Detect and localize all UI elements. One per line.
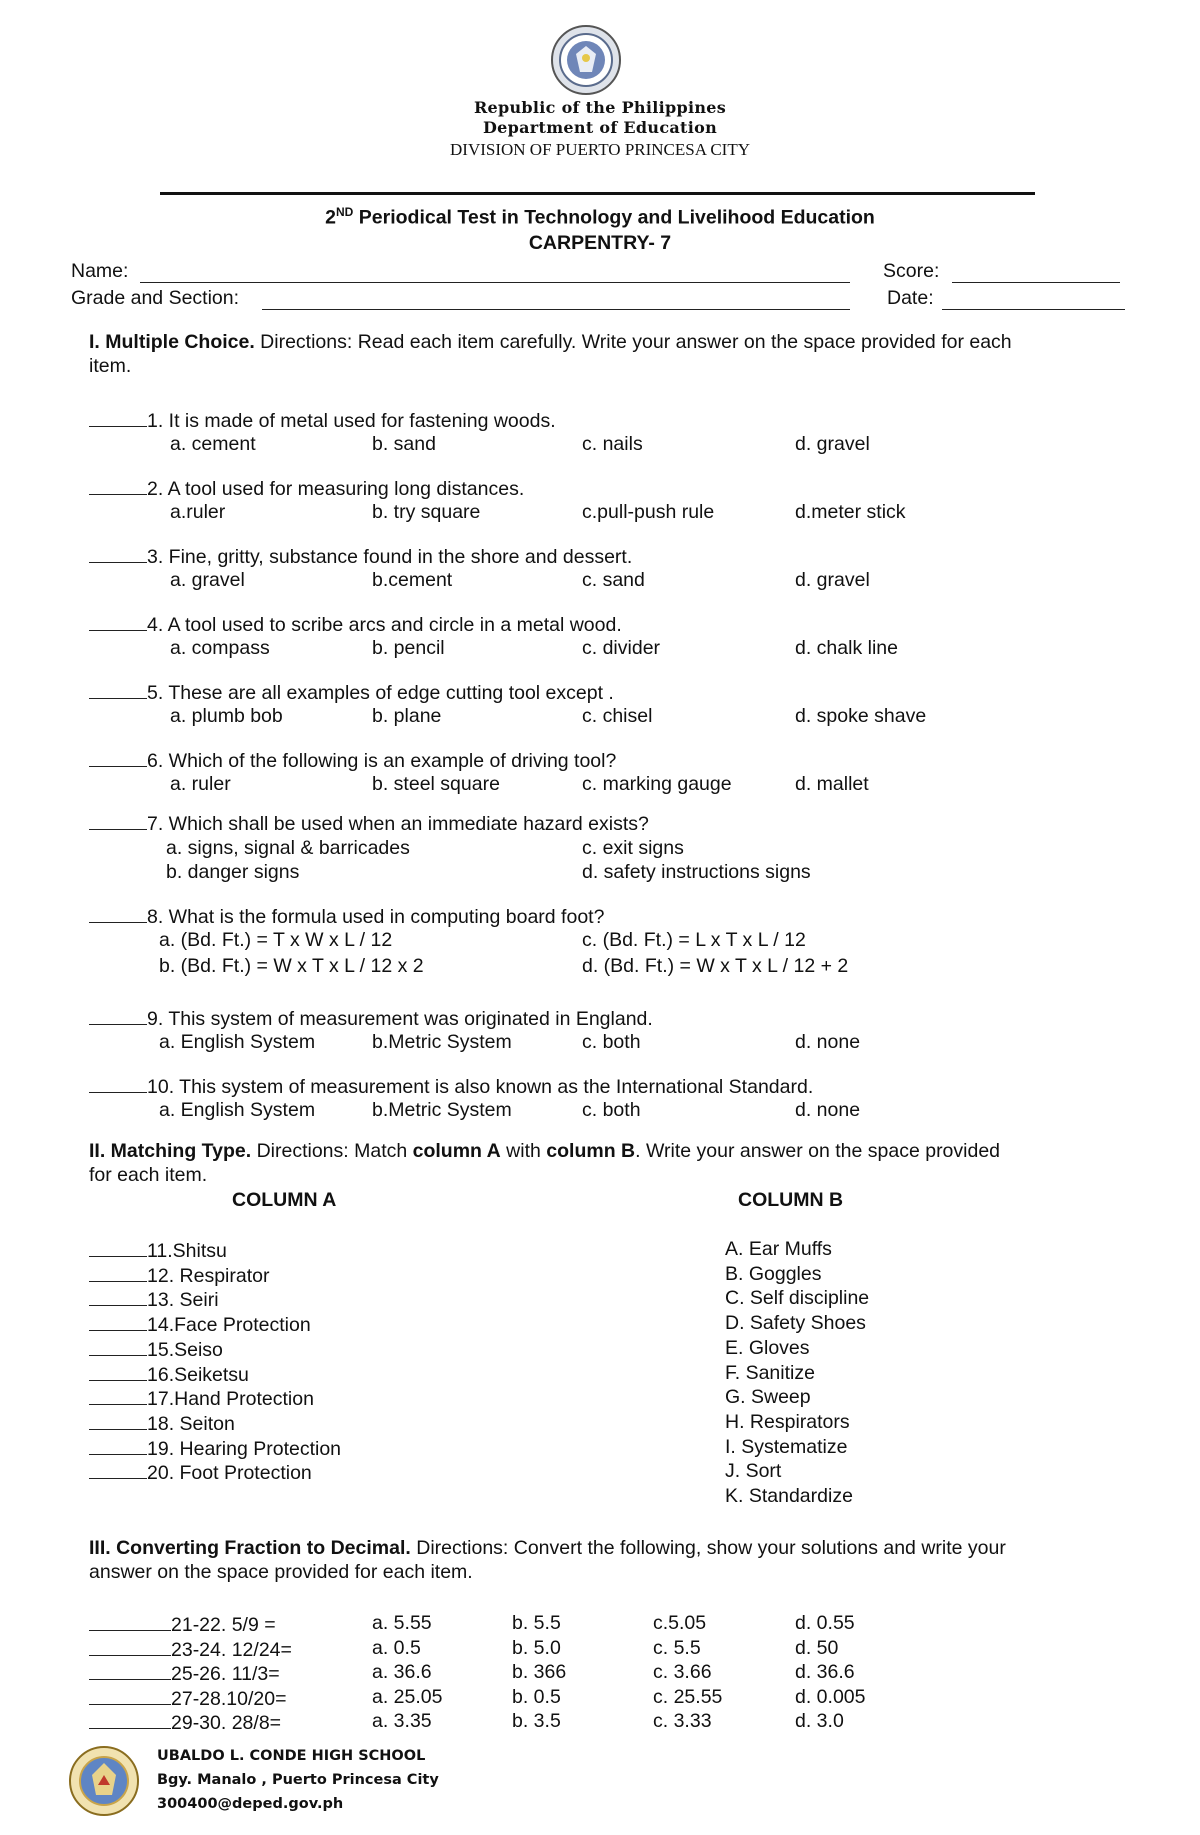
- choice-9b: b.Metric System: [372, 1031, 512, 1053]
- answer-blank[interactable]: [89, 1337, 147, 1356]
- matching-option: G. Sweep: [725, 1386, 811, 1409]
- conversion-choice-c: c. 3.66: [653, 1661, 712, 1683]
- matching-option: A. Ear Muffs: [725, 1238, 832, 1260]
- matching-item: 14.Face Protection: [89, 1312, 311, 1337]
- choice-8d: d. (Bd. Ft.) = W x T x L / 12 + 2: [582, 955, 849, 977]
- choice-3b: b.cement: [372, 569, 453, 591]
- question-7: 7. Which shall be used when an immediate hazard exists?: [89, 811, 649, 836]
- score-field[interactable]: [952, 262, 1120, 283]
- conversion-choice-c: c. 5.5: [653, 1636, 701, 1659]
- choice-10d: d. none: [795, 1099, 861, 1121]
- test-subtitle: CARPENTRY- 7: [528, 232, 672, 254]
- grade-section-label: Grade and Section:: [71, 287, 240, 309]
- answer-blank[interactable]: [89, 1238, 147, 1257]
- choice-9d: d. none: [795, 1031, 861, 1053]
- answer-blank[interactable]: [89, 1312, 147, 1331]
- date-field[interactable]: [942, 289, 1125, 310]
- matching-item: 11.Shitsu: [89, 1238, 227, 1263]
- matching-option: H. Respirators: [725, 1410, 850, 1433]
- conversion-question-4: 27-28.10/20=: [89, 1686, 286, 1711]
- choice-1d: d. gravel: [795, 433, 870, 455]
- matching-option: C. Self discipline: [725, 1287, 870, 1310]
- choice-2c: c.pull-push rule: [582, 501, 715, 523]
- matching-option: D. Safety Shoes: [725, 1312, 866, 1335]
- answer-blank[interactable]: [89, 1686, 171, 1705]
- choice-1b: b. sand: [372, 433, 436, 455]
- answer-blank[interactable]: [89, 1386, 147, 1405]
- matching-item: 15.Seiso: [89, 1337, 223, 1362]
- choice-5a: a. plumb bob: [170, 705, 283, 727]
- question-1: 1. It is made of metal used for fastening woods.: [89, 408, 556, 433]
- question-9: 9. This system of measurement was originated in England.: [89, 1006, 653, 1031]
- conversion-choice-c: c. 25.55: [653, 1685, 723, 1708]
- choice-3a: a. gravel: [170, 569, 245, 591]
- footer-school: UBALDO L. CONDE HIGH SCHOOL: [157, 1748, 426, 1764]
- choice-4c: c. divider: [582, 637, 661, 659]
- matching-option: B. Goggles: [725, 1262, 822, 1285]
- matching-option: K. Standardize: [725, 1485, 853, 1507]
- answer-blank[interactable]: [89, 1710, 171, 1729]
- part1-directions: I. Multiple Choice. Directions: Read each item carefully. Write your answer on the space provided for each item.: [89, 331, 1012, 377]
- conversion-choice-d: d. 36.6: [795, 1661, 855, 1683]
- choice-7b: b. danger signs: [166, 861, 300, 883]
- matching-option: F. Sanitize: [725, 1361, 815, 1384]
- footer-email: 300400@deped.gov.ph: [157, 1796, 344, 1812]
- answer-blank[interactable]: [89, 1074, 147, 1093]
- choice-2d: d.meter stick: [795, 501, 906, 523]
- answer-blank[interactable]: [89, 811, 147, 830]
- conversion-choice-a: a. 36.6: [372, 1661, 432, 1683]
- school-seal-logo: [68, 1745, 140, 1817]
- conversion-choice-c: c.5.05: [653, 1612, 707, 1634]
- answer-blank[interactable]: [89, 1263, 147, 1282]
- conversion-choice-d: d. 3.0: [795, 1710, 844, 1732]
- choice-1a: a. cement: [170, 433, 256, 455]
- header-department: Department of Education: [482, 118, 718, 137]
- conversion-choice-d: d. 0.005: [795, 1685, 866, 1708]
- choice-2a: a.ruler: [170, 501, 226, 523]
- conversion-choice-c: c. 3.33: [653, 1710, 712, 1732]
- choice-8b: b. (Bd. Ft.) = W x T x L / 12 x 2: [159, 955, 424, 977]
- conversion-question-1: 21-22. 5/9 =: [89, 1612, 276, 1637]
- test-title: 2ND Periodical Test in Technology and Livelihood Education: [325, 205, 875, 229]
- question-8: 8. What is the formula used in computing board foot?: [89, 904, 604, 929]
- answer-blank[interactable]: [89, 408, 147, 427]
- conversion-choice-b: b. 366: [512, 1661, 567, 1683]
- choice-5c: c. chisel: [582, 705, 653, 727]
- choice-4b: b. pencil: [372, 637, 445, 659]
- answer-blank[interactable]: [89, 1460, 147, 1479]
- matching-option: E. Gloves: [725, 1336, 810, 1359]
- choice-7d: d. safety instructions signs: [582, 861, 811, 883]
- choice-10a: a. English System: [159, 1099, 316, 1121]
- conversion-question-5: 29-30. 28/8=: [89, 1710, 281, 1735]
- choice-5d: d. spoke shave: [795, 705, 927, 727]
- choice-7a: a. signs, signal & barricades: [166, 837, 410, 859]
- question-3: 3. Fine, gritty, substance found in the shore and dessert.: [89, 544, 632, 569]
- question-5: 5. These are all examples of edge cutting tool except .: [89, 680, 614, 705]
- conversion-choice-d: d. 50: [795, 1636, 839, 1659]
- choice-3c: c. sand: [582, 569, 645, 591]
- answer-blank[interactable]: [89, 904, 147, 923]
- footer-address: Bgy. Manalo , Puerto Princesa City: [157, 1772, 439, 1788]
- matching-item: 20. Foot Protection: [89, 1460, 312, 1485]
- date-label: Date:: [887, 287, 934, 309]
- choice-2b: b. try square: [372, 501, 481, 523]
- answer-blank[interactable]: [89, 1411, 147, 1430]
- question-6: 6. Which of the following is an example of driving tool?: [89, 748, 616, 773]
- matching-item: 12. Respirator: [89, 1263, 269, 1288]
- question-10: 10. This system of measurement is also known as the International Standard.: [89, 1074, 813, 1099]
- conversion-choice-a: a. 3.35: [372, 1710, 432, 1732]
- choice-4d: d. chalk line: [795, 637, 898, 659]
- header-republic: Republic of the Philippines: [473, 98, 727, 117]
- question-2: 2. A tool used for measuring long distances.: [89, 476, 524, 501]
- conversion-choice-b: b. 0.5: [512, 1685, 561, 1708]
- choice-8a: a. (Bd. Ft.) = T x W x L / 12: [159, 929, 393, 951]
- name-label: Name:: [71, 260, 129, 282]
- answer-blank[interactable]: [89, 1661, 171, 1680]
- matching-item: 16.Seiketsu: [89, 1362, 249, 1387]
- choice-6b: b. steel square: [372, 773, 500, 795]
- answer-blank[interactable]: [89, 1637, 171, 1656]
- matching-option: J. Sort: [725, 1460, 782, 1483]
- answer-blank[interactable]: [89, 1612, 171, 1631]
- conversion-choice-b: b. 5.0: [512, 1636, 561, 1659]
- choice-9a: a. English System: [159, 1031, 316, 1053]
- conversion-choice-b: b. 3.5: [512, 1710, 561, 1732]
- choice-8c: c. (Bd. Ft.) = L x T x L / 12: [582, 929, 806, 951]
- answer-blank[interactable]: [89, 1287, 147, 1306]
- matching-item: 19. Hearing Protection: [89, 1436, 341, 1461]
- answer-blank[interactable]: [89, 476, 147, 495]
- choice-10b: b.Metric System: [372, 1099, 512, 1121]
- name-field[interactable]: [140, 262, 850, 283]
- score-label: Score:: [883, 260, 940, 282]
- conversion-choice-b: b. 5.5: [512, 1612, 561, 1634]
- conversion-choice-a: a. 5.55: [372, 1612, 432, 1634]
- answer-blank[interactable]: [89, 544, 147, 563]
- conversion-question-3: 25-26. 11/3=: [89, 1661, 280, 1686]
- answer-blank[interactable]: [89, 680, 147, 699]
- answer-blank[interactable]: [89, 1436, 147, 1455]
- answer-blank[interactable]: [89, 1006, 147, 1025]
- conversion-choice-a: a. 25.05: [372, 1685, 443, 1708]
- header-divider: [160, 192, 1035, 195]
- matching-item: 17.Hand Protection: [89, 1386, 314, 1411]
- column-a-heading: COLUMN A: [232, 1189, 337, 1211]
- answer-blank[interactable]: [89, 1362, 147, 1381]
- header-division: DIVISION OF PUERTO PRINCESA CITY: [450, 140, 750, 159]
- conversion-choice-a: a. 0.5: [372, 1636, 421, 1659]
- matching-item: 13. Seiri: [89, 1287, 219, 1312]
- choice-5b: b. plane: [372, 705, 442, 727]
- choice-1c: c. nails: [582, 433, 643, 455]
- choice-6a: a. ruler: [170, 773, 231, 795]
- matching-item: 18. Seiton: [89, 1411, 235, 1436]
- choice-4a: a. compass: [170, 637, 270, 659]
- matching-option: I. Systematize: [725, 1435, 848, 1458]
- choice-7c: c. exit signs: [582, 837, 684, 859]
- answer-blank[interactable]: [89, 612, 147, 631]
- part3-directions: III. Converting Fraction to Decimal. Directions: Convert the following, show your solutions and write your answer on the space provided for each item.: [89, 1537, 1006, 1583]
- choice-6c: c. marking gauge: [582, 773, 732, 795]
- choice-6d: d. mallet: [795, 773, 869, 795]
- choice-3d: d. gravel: [795, 569, 870, 591]
- conversion-question-2: 23-24. 12/24=: [89, 1637, 292, 1662]
- grade-section-field[interactable]: [262, 289, 850, 310]
- choice-9c: c. both: [582, 1031, 641, 1053]
- conversion-choice-d: d. 0.55: [795, 1612, 855, 1634]
- column-b-heading: COLUMN B: [738, 1189, 844, 1211]
- question-4: 4. A tool used to scribe arcs and circle in a metal wood.: [89, 612, 622, 637]
- answer-blank[interactable]: [89, 748, 147, 767]
- part2-directions: II. Matching Type. Directions: Match column A with column B. Write your answer on the space provided for each item.: [89, 1140, 1001, 1186]
- choice-10c: c. both: [582, 1099, 641, 1121]
- deped-seal-logo: [550, 24, 622, 96]
